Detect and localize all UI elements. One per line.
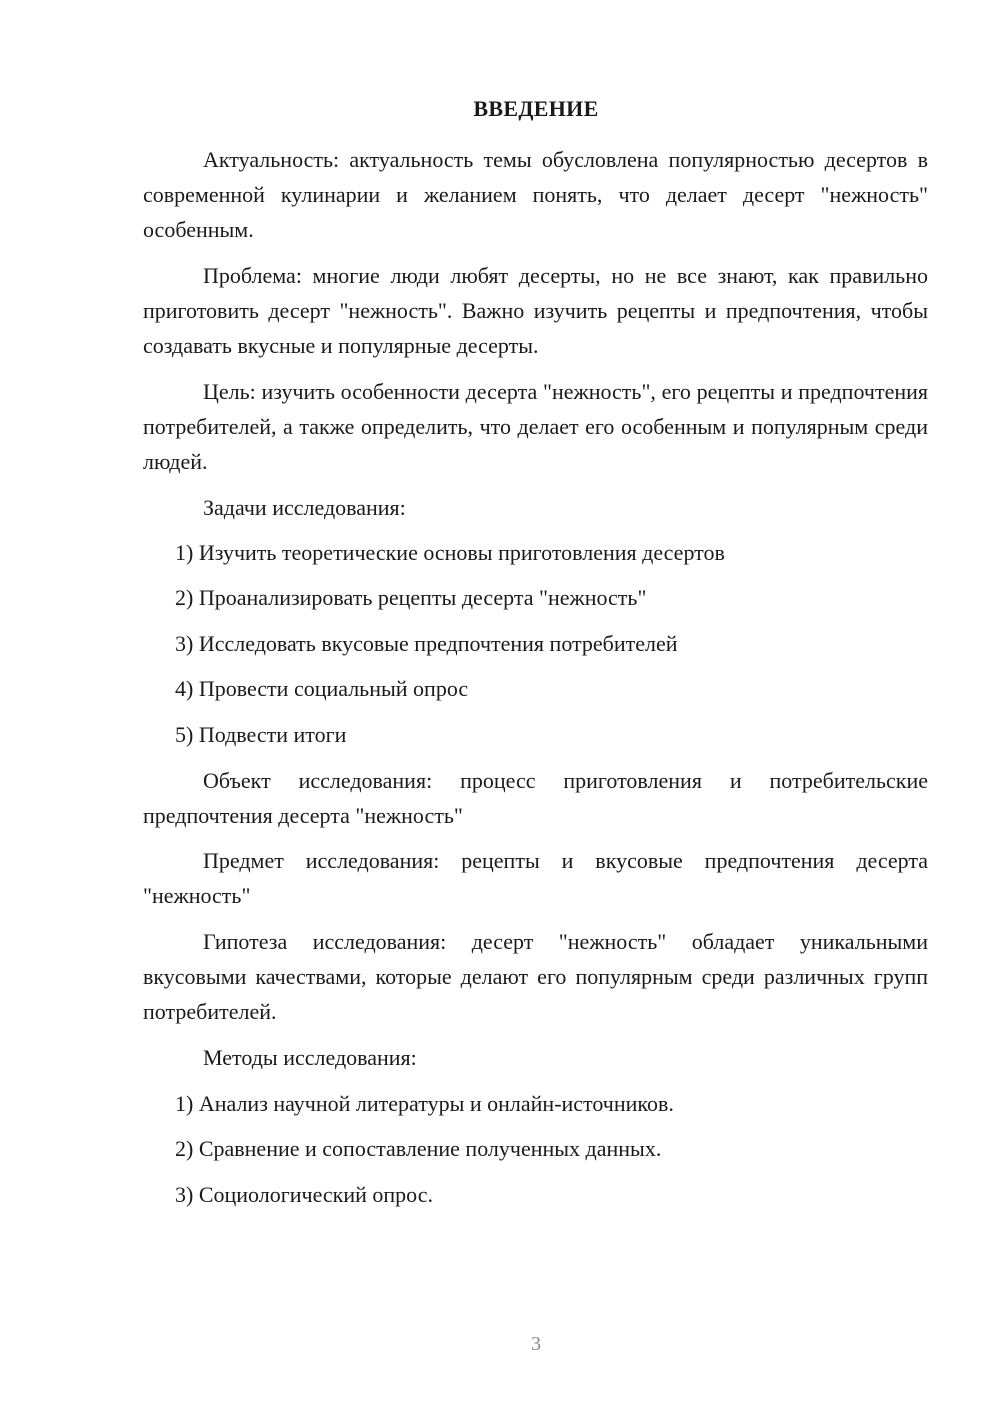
goal-paragraph: Цель: изучить особенности десерта "нежность", его рецепты и предпочтения потребителей, а также определить, что делает его особенным и популярным среди людей. (143, 379, 928, 474)
tasks-heading: Задачи исследования: (203, 495, 406, 520)
method-item: 3) Социологический опрос. (175, 1182, 433, 1207)
relevance-paragraph: Актуальность: актуальность темы обусловлена популярностью десертов в современной кулинарии и желанием понять, что делает десерт "нежность" особенным. (143, 147, 928, 242)
page-number: 3 (531, 1333, 541, 1355)
task-item: 3) Исследовать вкусовые предпочтения потребителей (175, 631, 678, 656)
task-item: 2) Проанализировать рецепты десерта "нежность" (175, 585, 647, 610)
hypothesis-paragraph: Гипотеза исследования: десерт "нежность" обладает уникальными вкусовыми качествами, которые делают его популярным среди различных групп потребителей. (143, 929, 928, 1024)
task-item: 1) Изучить теоретические основы приготовления десертов (175, 540, 725, 565)
page-title: ВВЕДЕНИЕ (473, 96, 599, 121)
task-item: 4) Провести социальный опрос (175, 676, 469, 701)
method-item: 2) Сравнение и сопоставление полученных данных. (175, 1136, 662, 1161)
object-paragraph: Объект исследования: процесс приготовления и потребительские предпочтения десерта "нежность" (143, 768, 928, 828)
subject-paragraph: Предмет исследования: рецепты и вкусовые предпочтения десерта "нежность" (143, 848, 928, 908)
task-item: 5) Подвести итоги (175, 722, 347, 747)
problem-paragraph: Проблема: многие люди любят десерты, но не все знают, как правильно приготовить десерт "нежность". Важно изучить рецепты и предпочтения, чтобы создавать вкусные и популярные десерты. (143, 263, 928, 358)
methods-heading: Методы исследования: (203, 1045, 417, 1070)
method-item: 1) Анализ научной литературы и онлайн-источников. (175, 1091, 674, 1116)
